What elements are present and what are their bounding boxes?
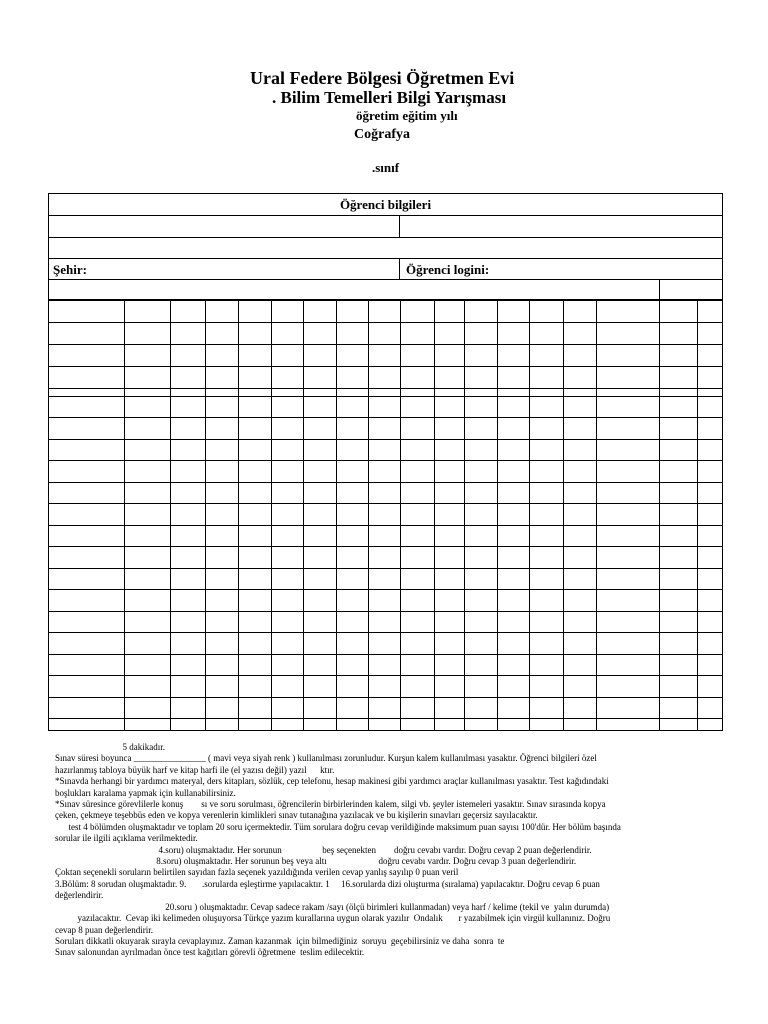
grid-column-line (368, 300, 369, 730)
grid-row-line (49, 460, 722, 461)
info-row-divider (399, 259, 400, 279)
grid-row-line (49, 546, 722, 547)
rule-line: çeken, çekmeye teşebbüs eden ve kopya verenlerin kimlikleri sınav tutanağına yazılacak ve bu kişilerin sınavları geçersiz sayılacaktır. (55, 810, 538, 821)
grid-column-line (238, 300, 239, 730)
rule-line: 4.soru) oluşmaktadır. Her sorunun beş seçenekten doğru cevabı vardır. Doğru cevap 2 puan değerlendirir. (55, 844, 592, 855)
info-row-divider (659, 280, 660, 301)
info-row-city-login (49, 259, 722, 280)
grid-column-line (124, 300, 125, 730)
header-class: .sınıf (372, 160, 400, 175)
rule-line: Soruları dikkatli okuyarak sırayla cevaplayınız. Zaman kazanmak için bilmediğiniz soruyu geçebilirsiniz ve daha sonra te (55, 935, 505, 946)
grid-column-line (563, 300, 564, 730)
grid-column-line (336, 300, 337, 730)
rule-line: *Sınavda herhangi bir yardımcı materyal, ders kitapları, sözlük, cep telefonu, hesap makinesi gibi yardımcı araçlar kullanılması yasaktır. Test kağıdındaki (55, 776, 609, 787)
rule-line: Çoktan seçenekli soruların belirtilen sayıdan fazla seçenek yazıldığında verilen cevap yanlış sayılıp 0 puan veril (55, 867, 459, 878)
grid-column-line (271, 300, 272, 730)
header-title: Ural Federe Bölgesi Öğretmen Evi (250, 68, 515, 88)
grid-column-line (659, 300, 660, 730)
grid-row-line (49, 675, 722, 676)
grid-section-divider (49, 396, 722, 397)
grid-column-line (464, 300, 465, 730)
grid-row-line (49, 611, 722, 612)
grid-column-line (497, 300, 498, 730)
grid-row-line (49, 568, 722, 569)
info-row-1 (49, 216, 722, 238)
answer-grid (48, 300, 723, 731)
rule-line: *Sınav süresince görevlilerle konuş sı ve soru sorulması, öğrencilerin birbirlerinden kalem, silgi vb. şeyler istemeleri yasaktır. Sınav sırasında kopya (55, 799, 606, 810)
grid-column-line (434, 300, 435, 730)
rule-line: 5 dakikadır. (55, 742, 165, 752)
student-info-title-row (49, 194, 722, 216)
rule-line: sorular ile ilgili açıklama verilmektedir. (55, 833, 198, 844)
grid-column-line (697, 300, 698, 730)
header-subject: Coğrafya (354, 127, 410, 142)
grid-column-line (205, 300, 206, 730)
grid-row-line (49, 654, 722, 655)
grid-row-line (49, 300, 722, 301)
grid-row-line (49, 718, 722, 719)
grid-row-line (49, 632, 722, 633)
grid-row-line (49, 589, 722, 590)
rule-line: test 4 bölümden oluşmaktadır ve toplam 20 soru içermektedir. Tüm sorulara doğru cevap verildiğinde maksimum puan sayısı 100'dür. Her bölüm başında (55, 821, 621, 832)
info-row-divider (399, 216, 400, 237)
header-competition: . Bilim Temelleri Bilgi Yarışması (272, 88, 507, 107)
student-info-title: Öğrenci bilgileri (339, 197, 432, 212)
rule-line: Sınav süresi boyunca ________________ ( mavi veya siyah renk ) kullanılması zorunludur. Kurşun kalem kullanılması yasaktır. Öğrenci bilgileri özel (55, 753, 597, 764)
grid-row-line (49, 503, 722, 504)
rule-line: değerlendirir. (55, 890, 104, 901)
grid-row-line (49, 439, 722, 440)
rule-line: 3.Bölüm: 8 sorudan oluşmaktadır. 9. .sorularda eşleştirme yapılacaktır. 1 16.sorularda dizi oluşturma (sıralama) yapılacaktır. Doğru cevap 6 puan (55, 878, 600, 889)
grid-row-line (49, 482, 722, 483)
grid-row-line (49, 697, 722, 698)
rule-line: Sınav salonundan ayrılmadan önce test kağıtları görevli öğretmene teslim edilecektir. (55, 947, 365, 958)
student-login-label: Öğrenci logini: (406, 262, 490, 277)
header-academic-year: öğretim eğitim yılı (356, 108, 458, 123)
grid-column-line (400, 300, 401, 730)
grid-row-line (49, 366, 722, 367)
exam-rules (55, 742, 725, 959)
grid-column-line (596, 300, 597, 730)
grid-column-line (170, 300, 171, 730)
rule-line: 20.soru ) oluşmaktadır. Cevap sadece rakam /sayı (ölçü birimleri kullanmadan) veya harf / kelime (tekil ve yalın durumda) (55, 901, 610, 912)
grid-row-line (49, 322, 722, 323)
grid-section-divider (49, 388, 722, 389)
rule-line: cevap 8 puan değerlendirir. (55, 924, 153, 935)
info-row-3 (49, 280, 722, 301)
student-info-box (48, 193, 723, 300)
grid-row-line (49, 417, 722, 418)
rule-line: yazılacaktır. Cevap iki kelimeden oluşuyorsa Türkçe yazım kurallarına uygun olarak yazılır Ondalık r yazabilmek için virgül kullanınız. Doğru (55, 913, 611, 924)
city-label: Şehir: (53, 262, 87, 277)
grid-column-line (529, 300, 530, 730)
rule-line: hazırlanmış tabloya büyük harf ve kitap harfi ile (el yazısı değil) yazıl ktır. (55, 764, 335, 775)
grid-row-line (49, 525, 722, 526)
grid-column-line (303, 300, 304, 730)
info-row-2 (49, 238, 722, 259)
rule-line: boşlukları karalama yapmak için kullanabilirsiniz. (55, 787, 236, 798)
rule-line: 8.soru) oluşmaktadır. Her sorunun beş veya altı doğru cevabı vardır. Doğru cevap 3 puan değerlendirir. (55, 856, 577, 867)
grid-row-line (49, 344, 722, 345)
